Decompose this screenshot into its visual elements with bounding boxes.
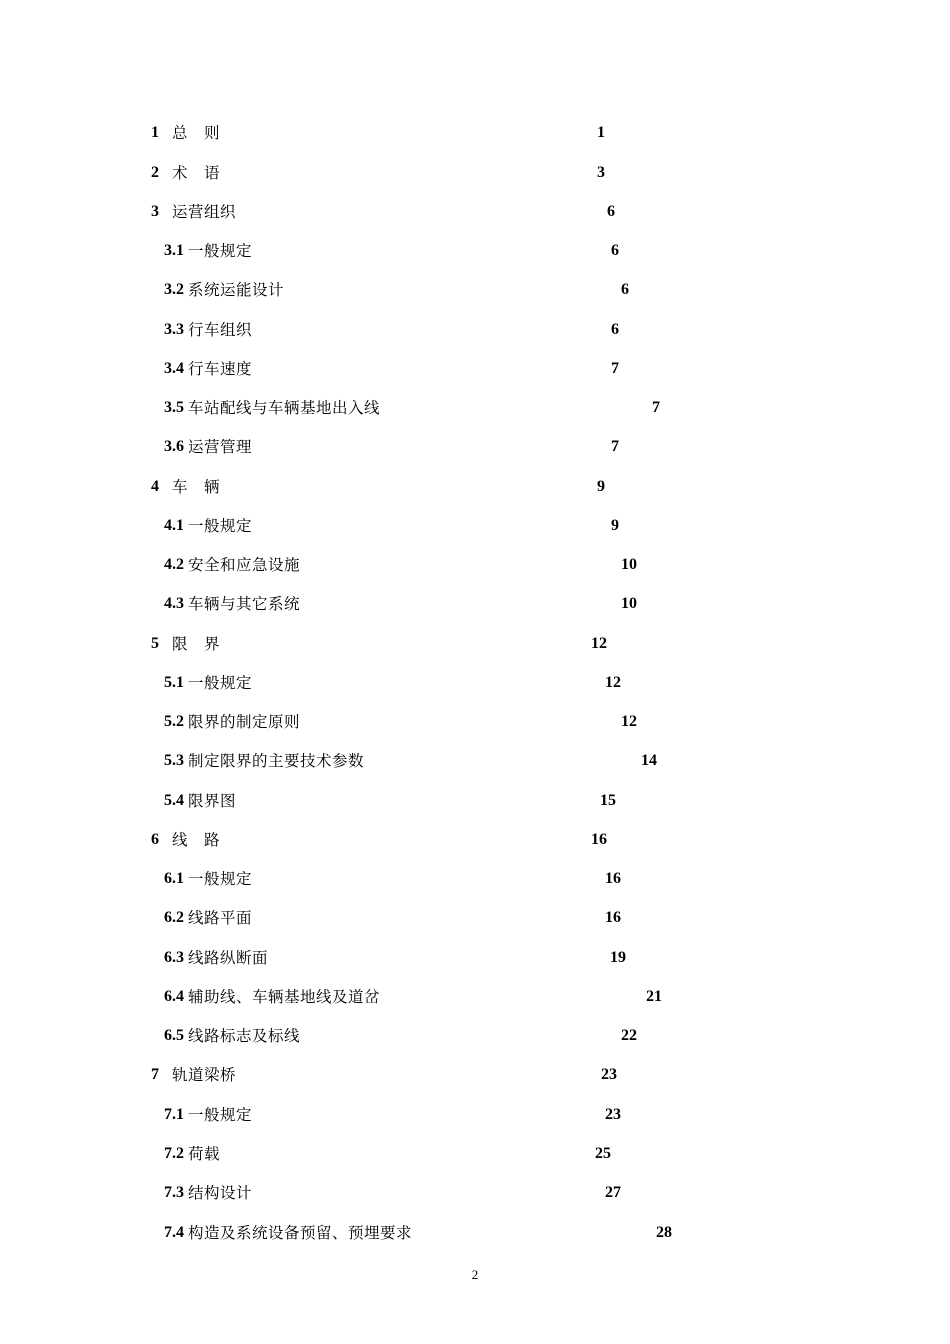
toc-entry-7-1[interactable] bbox=[0, 1103, 950, 1127]
toc-entry-5[interactable] bbox=[0, 632, 950, 656]
toc-entry-number: 6.5 bbox=[164, 1027, 184, 1044]
toc-entry-page: 19 bbox=[610, 949, 626, 966]
toc-entry-2[interactable] bbox=[0, 161, 950, 185]
toc-entry-page: 15 bbox=[600, 792, 616, 809]
toc-entry-7-2[interactable] bbox=[0, 1142, 950, 1166]
toc-entry-3[interactable] bbox=[0, 200, 950, 224]
toc-entry-number: 3.3 bbox=[164, 321, 184, 338]
toc-entry-number: 5.1 bbox=[164, 674, 184, 691]
toc-entry-page: 1 bbox=[597, 124, 605, 141]
toc-entry-title: 行车组织 bbox=[188, 321, 253, 339]
toc-entry-5-1[interactable] bbox=[0, 671, 950, 695]
toc-entry-page: 12 bbox=[591, 635, 607, 652]
toc-entry-title: 一般规定 bbox=[188, 517, 253, 535]
toc-entry-number: 4.3 bbox=[164, 595, 184, 612]
toc-entry-title: 一般规定 bbox=[188, 1106, 253, 1124]
toc-entry-6-2[interactable] bbox=[0, 906, 950, 930]
toc-entry-page: 25 bbox=[595, 1145, 611, 1162]
toc-entry-3-1[interactable] bbox=[0, 239, 950, 263]
toc-entry-title: 术 语 bbox=[172, 164, 221, 182]
toc-entry-title: 运营组织 bbox=[172, 203, 237, 221]
toc-entry-3-2[interactable] bbox=[0, 278, 950, 302]
toc-entry-title: 荷载 bbox=[188, 1145, 221, 1163]
toc-entry-number: 4 bbox=[151, 478, 159, 495]
toc-entry-7-3[interactable] bbox=[0, 1181, 950, 1205]
toc-entry-number: 5.3 bbox=[164, 752, 184, 769]
toc-entry-number: 7.2 bbox=[164, 1145, 184, 1162]
toc-entry-title: 总 则 bbox=[172, 124, 221, 142]
toc-entry-page: 6 bbox=[611, 242, 619, 259]
toc-entry-number: 4.2 bbox=[164, 556, 184, 573]
toc-entry-title: 一般规定 bbox=[188, 870, 253, 888]
toc-entry-1[interactable] bbox=[0, 121, 950, 145]
toc-entry-title: 轨道梁桥 bbox=[172, 1066, 237, 1084]
toc-entry-title: 车辆与其它系统 bbox=[188, 595, 301, 613]
toc-entry-title: 辅助线、车辆基地线及道岔 bbox=[188, 988, 381, 1006]
toc-entry-number: 3 bbox=[151, 203, 159, 220]
toc-entry-number: 7.3 bbox=[164, 1184, 184, 1201]
toc-entry-number: 5.2 bbox=[164, 713, 184, 730]
page-number: 2 bbox=[471, 1267, 479, 1282]
toc-entry-page: 6 bbox=[607, 203, 615, 220]
toc-entry-4-3[interactable] bbox=[0, 592, 950, 616]
toc-entry-6[interactable] bbox=[0, 828, 950, 852]
toc-entry-page: 27 bbox=[605, 1184, 621, 1201]
toc-entry-4-2[interactable] bbox=[0, 553, 950, 577]
toc-entry-number: 2 bbox=[151, 164, 159, 181]
toc-entry-number: 5.4 bbox=[164, 792, 184, 809]
toc-entry-title: 限界图 bbox=[188, 792, 237, 810]
toc-entry-number: 6.3 bbox=[164, 949, 184, 966]
toc-entry-number: 3.4 bbox=[164, 360, 184, 377]
toc-entry-page: 10 bbox=[621, 556, 637, 573]
toc-entry-page: 23 bbox=[605, 1106, 621, 1123]
toc-entry-title: 车站配线与车辆基地出入线 bbox=[188, 399, 381, 417]
toc-entry-3-5[interactable] bbox=[0, 396, 950, 420]
toc-entry-7[interactable] bbox=[0, 1063, 950, 1087]
toc-entry-6-5[interactable] bbox=[0, 1024, 950, 1048]
toc-entry-3-3[interactable] bbox=[0, 318, 950, 342]
toc-entry-page: 6 bbox=[611, 321, 619, 338]
toc-entry-number: 6.4 bbox=[164, 988, 184, 1005]
toc-entry-title: 限 界 bbox=[172, 635, 221, 653]
toc-entry-page: 12 bbox=[605, 674, 621, 691]
toc-entry-page: 28 bbox=[656, 1224, 672, 1241]
toc-entry-number: 1 bbox=[151, 124, 159, 141]
toc-entry-page: 23 bbox=[601, 1066, 617, 1083]
toc-entry-7-4[interactable] bbox=[0, 1221, 950, 1245]
toc-entry-number: 3.5 bbox=[164, 399, 184, 416]
toc-entry-page: 21 bbox=[646, 988, 662, 1005]
toc-entry-number: 3.2 bbox=[164, 281, 184, 298]
toc-entry-page: 16 bbox=[591, 831, 607, 848]
toc-entry-page: 14 bbox=[641, 752, 657, 769]
toc-entry-title: 行车速度 bbox=[188, 360, 253, 378]
toc-entry-number: 6 bbox=[151, 831, 159, 848]
toc-entry-6-1[interactable] bbox=[0, 867, 950, 891]
toc-entry-number: 4.1 bbox=[164, 517, 184, 534]
toc-entry-5-2[interactable] bbox=[0, 710, 950, 734]
toc-entry-title: 线路纵断面 bbox=[188, 949, 269, 967]
toc-entry-page: 7 bbox=[652, 399, 660, 416]
toc-entry-number: 6.2 bbox=[164, 909, 184, 926]
toc-entry-number: 6.1 bbox=[164, 870, 184, 887]
toc-entry-number: 3.6 bbox=[164, 438, 184, 455]
toc-entry-title: 线 路 bbox=[172, 831, 221, 849]
toc-entry-page: 16 bbox=[605, 870, 621, 887]
toc-entry-3-4[interactable] bbox=[0, 357, 950, 381]
toc-entry-title: 线路平面 bbox=[188, 909, 253, 927]
toc-entry-4[interactable] bbox=[0, 475, 950, 499]
toc-entry-title: 一般规定 bbox=[188, 242, 253, 260]
toc-entry-5-4[interactable] bbox=[0, 789, 950, 813]
toc-entry-page: 12 bbox=[621, 713, 637, 730]
toc-entry-title: 车 辆 bbox=[172, 478, 221, 496]
toc-entry-number: 5 bbox=[151, 635, 159, 652]
toc-entry-title: 安全和应急设施 bbox=[188, 556, 301, 574]
toc-entry-page: 9 bbox=[611, 517, 619, 534]
toc-entry-page: 7 bbox=[611, 360, 619, 377]
toc-entry-page: 6 bbox=[621, 281, 629, 298]
toc-entry-title: 构造及系统设备预留、预埋要求 bbox=[188, 1224, 413, 1242]
toc-entry-5-3[interactable] bbox=[0, 749, 950, 773]
toc-entry-number: 3.1 bbox=[164, 242, 184, 259]
toc-entry-page: 3 bbox=[597, 164, 605, 181]
toc-entry-4-1[interactable] bbox=[0, 514, 950, 538]
toc-entry-title: 限界的制定原则 bbox=[188, 713, 301, 731]
toc-entry-number: 7 bbox=[151, 1066, 159, 1083]
toc-entry-page: 16 bbox=[605, 909, 621, 926]
toc-entry-number: 7.4 bbox=[164, 1224, 184, 1241]
toc-entry-6-3[interactable] bbox=[0, 946, 950, 970]
toc-entry-title: 结构设计 bbox=[188, 1184, 253, 1202]
toc-entry-page: 10 bbox=[621, 595, 637, 612]
toc-entry-3-6[interactable] bbox=[0, 435, 950, 459]
toc-entry-title: 系统运能设计 bbox=[188, 281, 285, 299]
toc-entry-title: 一般规定 bbox=[188, 674, 253, 692]
toc-entry-title: 运营管理 bbox=[188, 438, 253, 456]
toc-entry-title: 制定限界的主要技术参数 bbox=[188, 752, 365, 770]
toc-entry-page: 22 bbox=[621, 1027, 637, 1044]
toc-entry-title: 线路标志及标线 bbox=[188, 1027, 301, 1045]
toc-entry-page: 7 bbox=[611, 438, 619, 455]
toc-entry-page: 9 bbox=[597, 478, 605, 495]
toc-entry-6-4[interactable] bbox=[0, 985, 950, 1009]
toc-entry-number: 7.1 bbox=[164, 1106, 184, 1123]
